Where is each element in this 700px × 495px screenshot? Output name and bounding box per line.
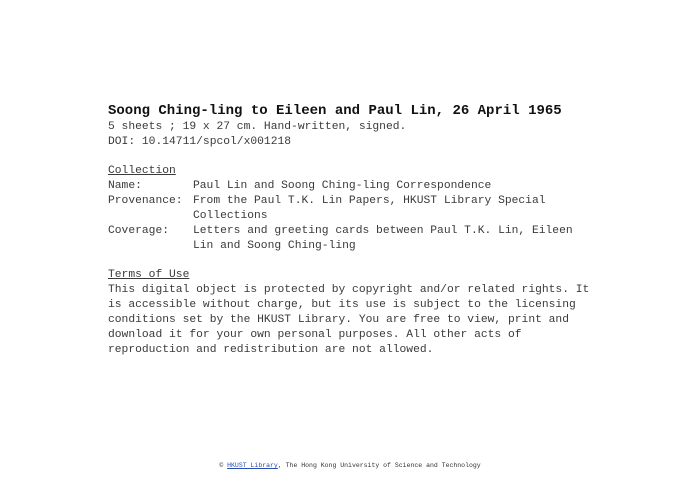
record-doi: DOI: 10.14711/spcol/x001218 [108,136,292,148]
record-title: Soong Ching-ling to Eileen and Paul Lin, 26 April 1965 [108,103,562,119]
footer-institution: , The Hong Kong University of Science and Technology [277,462,481,469]
collection-name-value: Paul Lin and Soong Ching-ling Correspondence [193,180,492,192]
spacer [108,150,598,164]
collection-provenance-label: Provenance: [108,195,183,207]
cover-sheet [108,103,598,358]
terms-heading: Terms of Use [108,269,190,281]
copyright-symbol: © [219,462,224,469]
spacer [108,254,598,268]
collection-name-label: Name: [108,180,142,192]
collection-coverage-label: Coverage: [108,225,170,237]
collection-name-row [108,179,598,194]
terms-text: This digital object is protected by copyright and/or related rights. It is accessible without charge, but its use is subject to the licensing conditions set by the HKUST Library. You are free to view, print and download it for your own personal purposes. All other acts of reproduction and redistribution are not allowed. [108,284,590,356]
hkust-library-link[interactable]: HKUST Library [227,462,278,469]
collection-coverage-value: Letters and greeting cards between Paul T.K. Lin, Eileen Lin and Soong Ching-ling [193,225,573,252]
record-extent: 5 sheets ; 19 x 27 cm. Hand-written, signed. [108,121,407,133]
footer [0,462,700,469]
collection-heading: Collection [108,165,176,177]
collection-coverage-row [108,224,598,254]
collection-provenance-value: From the Paul T.K. Lin Papers, HKUST Library Special Collections [193,195,546,222]
collection-provenance-row [108,194,598,224]
